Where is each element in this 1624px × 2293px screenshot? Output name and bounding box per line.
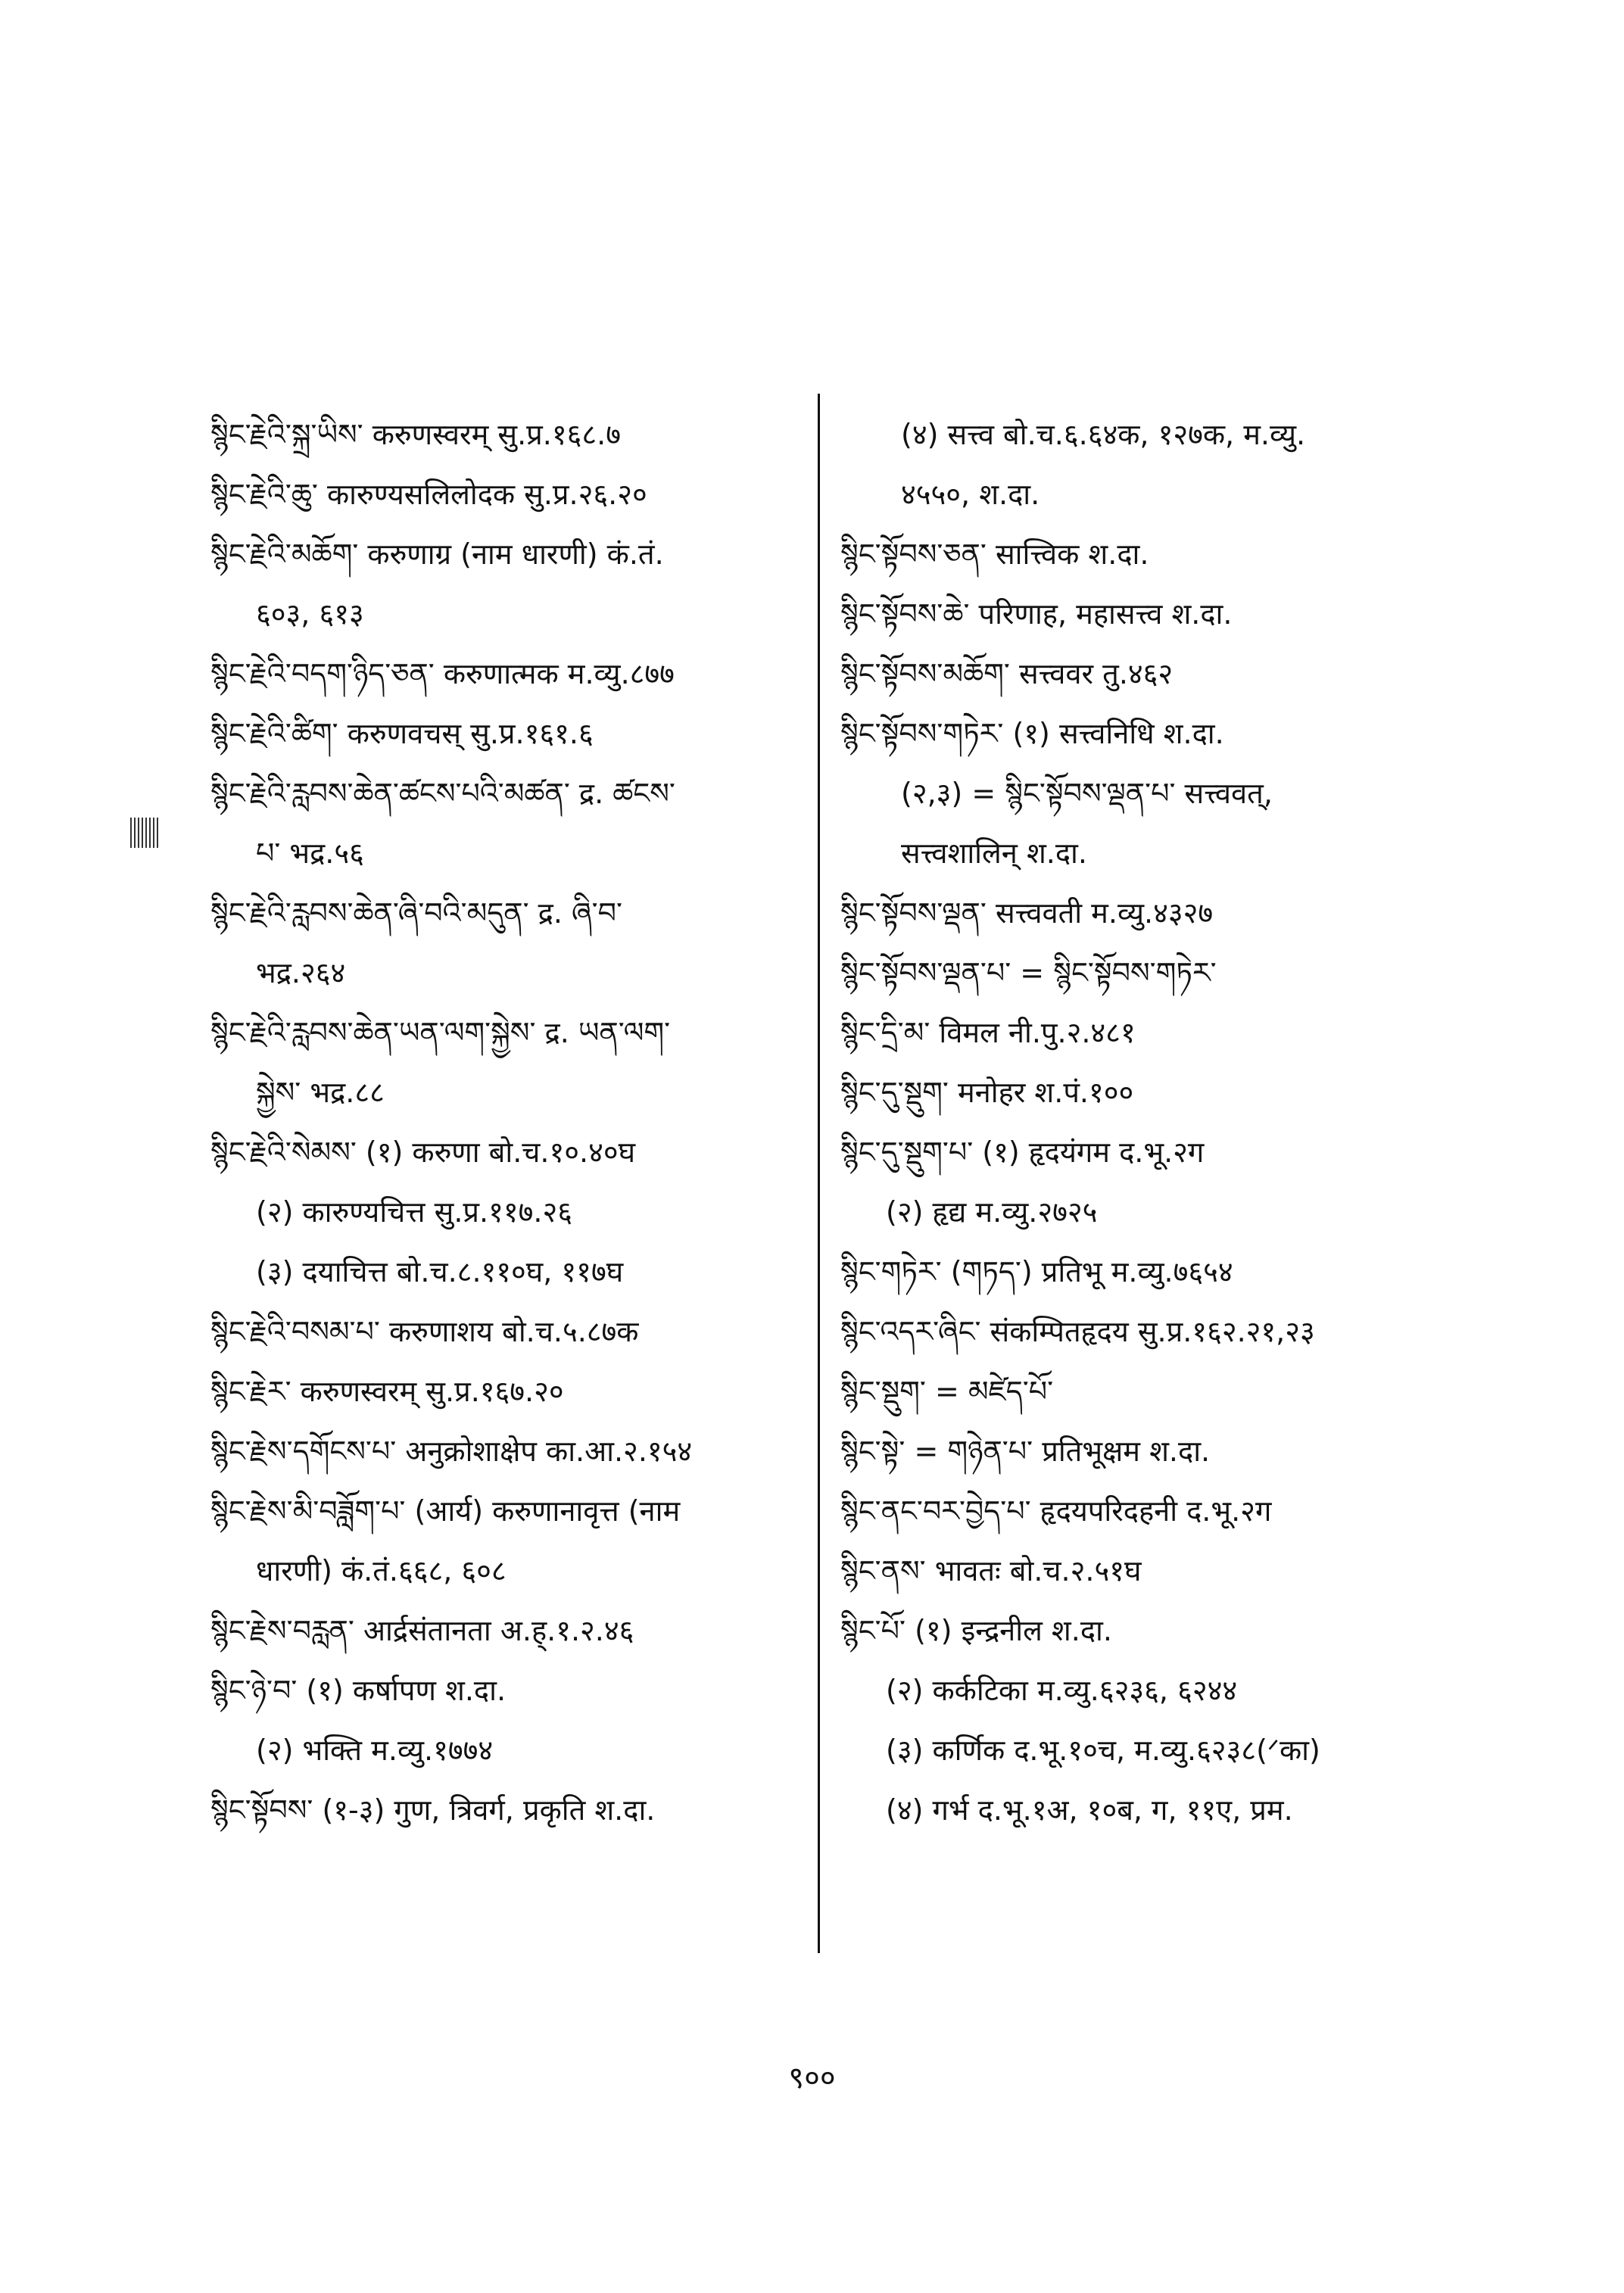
dictionary-entry: (४) सत्त्व बो.च.६.६४क, १२७क, म.व्यु.: [901, 418, 1306, 451]
dictionary-entry: སྙིང་སྟོབས་ལྡན་ सत्त्ववती म.व्यु.४३२७: [840, 896, 1214, 930]
dictionary-entry: སྙིང་རྗེས་བརླན་ आर्द्रसंतानता अ.ह्.१.२.४६: [210, 1614, 634, 1647]
dictionary-entry: སྙིང་སྡུག་ = མཛེད་པོ་: [840, 1375, 1054, 1408]
dictionary-entry: སྙིང་རྗེའི་རླབས་ཆེན་ཡན་ལག་སྐྱེས་ द्र. ཡན་ལག་: [210, 1016, 671, 1049]
dictionary-entry: (२,३) = སྙིང་སྟོབས་ལྡན་པ་ सत्त्ववत्,: [901, 777, 1273, 810]
column-divider: [818, 394, 820, 1953]
margin-mark: [130, 818, 161, 848]
dictionary-entry: (२) कर्कटिका म.व्यु.६२३६, ६२४४: [886, 1674, 1238, 1707]
dictionary-entry: སྙིང་དུ་སྡུག་ मनोहर श.पं.१००: [840, 1076, 1134, 1109]
dictionary-entry: སྙིང་རྗེའི་ཚིག་ करुणवचस् सु.प्र.१६१.६: [210, 717, 594, 750]
dictionary-entry: སྙིང་སྟོབས་གཏེར་ (१) सत्त्वनिधि श.दा.: [840, 717, 1224, 750]
dictionary-entry: སྙིང་སྟོབས་ཅན་ सात्त्विक श.दा.: [840, 537, 1149, 571]
dictionary-entry: ६०३, ६१३: [256, 597, 364, 631]
dictionary-entry: སྙིང་སྟོབས་ཆེ་ परिणाह, महासत्त्व श.दा.: [840, 597, 1233, 631]
dictionary-entry: सत्त्वशालिन् श.दा.: [901, 837, 1087, 870]
dictionary-entry: སྙིང་གཏེར་ (གཏད་) प्रतिभू म.व्यु.७६५४: [840, 1255, 1233, 1288]
left-column: [210, 405, 809, 1840]
dictionary-entry: སྙིང་འདར་ཞིང་ संकम्पितहृदय सु.प्र.१६२.२१,२३: [840, 1315, 1315, 1348]
dictionary-entry: (३) दयाचित्त बो.च.८.११०घ, ११७घ: [256, 1255, 624, 1288]
dictionary-entry: (३) कर्णिक द.भू.१०च, म.व्यु.६२३८(ᐟका): [886, 1734, 1320, 1767]
page-number: ९००: [788, 2061, 836, 2095]
dictionary-entry: སྙིང་རྗེའི་བསམ་པ་ करुणाशय बो.च.५.८७क: [210, 1315, 639, 1348]
dictionary-entry: སྙིང་རྗེའི་མཆོག་ करुणाग्र (नाम धारणी) कं.तं.: [210, 537, 664, 571]
dictionary-entry: धारणी) कं.तं.६६८, ६०८: [256, 1554, 507, 1587]
dictionary-entry: སྙིང་རྗེའི་ཆུ་ कारुण्यसलिलोदक सु.प्र.२६.२०: [210, 478, 647, 511]
dictionary-entry: སྙིང་སྟོབས་ (१-३) गुण, त्रिवर्ग, प्रकृति श.दा.: [210, 1793, 656, 1827]
dictionary-entry: སྙིང་རྗེར་ करुणस्वरम् सु.प्र.१६७.२०: [210, 1375, 564, 1408]
dictionary-entry: (२) कारुण्यचित्त सु.प्र.११७.२६: [256, 1195, 572, 1229]
dictionary-entry: སྙིང་ནང་བར་བྱེད་པ་ हृदयपरिदहनी द.भू.२ग: [840, 1494, 1272, 1528]
dictionary-entry: སྙིང་རྗེའི་སེམས་ (१) करुणा बो.च.१०.४०घ: [210, 1136, 636, 1169]
dictionary-entry: པ་ भद्र.५६: [256, 837, 364, 870]
dictionary-entry: (२) भक्ति म.व्यु.१७७४: [256, 1734, 494, 1767]
dictionary-entry: སྙིང་པོ་ (१) इन्द्रनील श.दा.: [840, 1614, 1112, 1647]
dictionary-entry: སྙིང་དུ་སྡུག་པ་ (१) हृदयंगम द.भू.२ग: [840, 1136, 1205, 1169]
dictionary-entry: སྙིང་སྟོབས་མཆོག་ सत्त्ववर तु.४६२: [840, 657, 1174, 690]
dictionary-entry: སྙིང་སྟོབས་ལྡན་པ་ = སྙིང་སྟོབས་གཏེར་: [840, 956, 1217, 989]
dictionary-entry: སྙིང་ནས་ भावतः बो.च.२.५१घ: [840, 1554, 1142, 1587]
dictionary-entry: ४५५०, श.दा.: [901, 478, 1040, 511]
dictionary-entry: སྙིང་རྗེའི་རླབས་ཆེན་ཚངས་པའི་མཚན་ द्र. ཚངས་: [210, 777, 675, 810]
dictionary-entry: (२) हृद्य म.व्यु.२७२५: [886, 1195, 1098, 1229]
dictionary-entry: སྙིང་རྗེས་དགོངས་པ་ अनुक्रोशाक्षेप का.आ.२.१५४: [210, 1435, 693, 1468]
dictionary-entry: སྙིང་རྗེའི་རླབས་ཆེན་ཞི་བའི་མདུན་ द्र. ཞི་བ་: [210, 896, 622, 930]
dictionary-entry: སྙིང་རྗེའི་སྐྲ་ཡིས་ करुणस्वरम् सु.प्र.१६८.७: [210, 418, 621, 451]
dictionary-entry: སྙིང་སྟེ་ = གཉེན་པ་ प्रतिभूक्षम श.दा.: [840, 1435, 1211, 1468]
dictionary-entry: སྙིང་རྗེས་མི་བཟློག་པ་ (आर्य) करुणानावृत्त (नाम: [210, 1494, 681, 1528]
dictionary-entry: སྙིང་རྗེའི་བདག་ཉིད་ཅན་ करुणात्मक म.व्यु.८७७: [210, 657, 675, 690]
dictionary-entry: སྙིང་དྲི་མ་ विमल नी.पु.२.४८१: [840, 1016, 1136, 1049]
dictionary-entry: (४) गर्भ द.भू.१अ, १०ब, ग, ११ए, प्रम.: [886, 1793, 1293, 1827]
dictionary-entry: སྙིང་ཉེ་བ་ (१) कर्षापण श.दा.: [210, 1674, 507, 1707]
dictionary-entry: भद्र.२६४: [256, 956, 346, 989]
right-column: [840, 405, 1446, 1840]
dictionary-entry: སྐྱེས་ भद्र.८८: [256, 1076, 385, 1109]
